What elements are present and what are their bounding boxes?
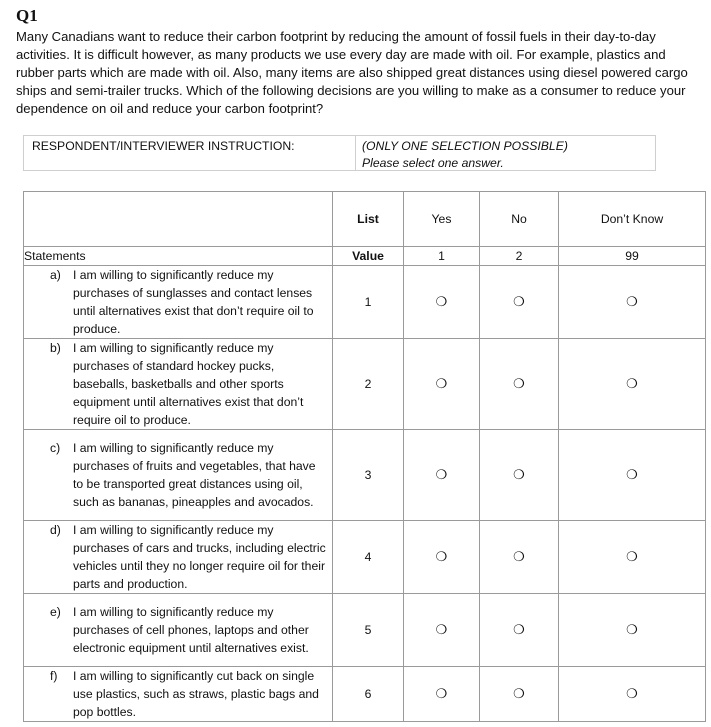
statement-cell: [24, 339, 333, 430]
statement-letter: c): [50, 441, 61, 455]
yes-value: 1: [404, 247, 480, 266]
radio-dont-know[interactable]: ❍: [626, 622, 638, 638]
radio-dont-know[interactable]: ❍: [626, 294, 638, 310]
statement-cell: [24, 521, 333, 594]
statement-text: I am willing to significantly reduce my purchases of cell phones, laptops and other electronic equipment until alternatives exist.: [73, 605, 309, 655]
radio-no[interactable]: ❍: [513, 549, 525, 565]
radio-yes[interactable]: ❍: [435, 549, 448, 565]
list-value: 3: [333, 430, 404, 521]
table-row: [24, 266, 706, 339]
value-heading: Value: [333, 247, 404, 266]
statement-cell: [24, 667, 333, 722]
list-value: 2: [333, 339, 404, 430]
header-no: No: [480, 192, 559, 247]
list-value: 4: [333, 521, 404, 594]
radio-dont-know[interactable]: ❍: [626, 376, 638, 392]
radio-no[interactable]: ❍: [513, 622, 525, 638]
statement-text: I am willing to significantly reduce my purchases of standard hockey pucks, baseballs, basketballs and other sports equipment until alternatives exist that don’t require oil to produce.: [73, 341, 304, 427]
header-yes: Yes: [404, 192, 480, 247]
statement-text: I am willing to significantly reduce my purchases of cars and trucks, including electric vehicles until they no longer require oil for their parts and production.: [73, 523, 326, 591]
header-dont-know: Don’t Know: [559, 192, 706, 247]
statement-text: I am willing to significantly reduce my purchases of sunglasses and contact lenses until alternatives exist that don’t require oil to produce.: [73, 268, 314, 336]
statement-cell: [24, 430, 333, 521]
table-row: [24, 667, 706, 722]
radio-no[interactable]: ❍: [513, 376, 525, 392]
radio-yes[interactable]: ❍: [435, 294, 448, 310]
radio-no[interactable]: ❍: [513, 294, 525, 310]
radio-yes[interactable]: ❍: [435, 686, 448, 702]
statement-letter: e): [50, 605, 61, 619]
statement-cell: [24, 594, 333, 667]
radio-dont-know[interactable]: ❍: [626, 467, 638, 483]
instruction-label: RESPONDENT/INTERVIEWER INSTRUCTION:: [32, 139, 295, 153]
no-value: 2: [480, 247, 559, 266]
subheader-row: [24, 247, 706, 266]
instruction-line-2: Please select one answer.: [362, 156, 504, 170]
header-blank: [24, 192, 333, 247]
statement-cell: [24, 266, 333, 339]
radio-yes[interactable]: ❍: [435, 467, 448, 483]
statement-letter: f): [50, 669, 58, 683]
table-row: [24, 339, 706, 430]
instruction-line-1: (ONLY ONE SELECTION POSSIBLE): [362, 139, 568, 153]
table-row: [24, 594, 706, 667]
question-text: Many Canadians want to reduce their carbon footprint by reducing the amount of fossil fuels in their day-to-day activities. It is difficult however, as many products we use every day are made with oil. For example, plastics and rubber parts which are made with oil. Also, many items are also shipped great distances using diesel powered cargo ships and semi-trailer trucks. Which of the following decisions are you willing to make as a consumer to reduce your dependence on oil and reduce your carbon footprint?: [16, 29, 688, 116]
response-grid: [23, 191, 706, 722]
statement-text: I am willing to significantly cut back on single use plastics, such as straws, plastic bags and pop bottles.: [73, 669, 319, 719]
list-value: 1: [333, 266, 404, 339]
question-number: Q1: [16, 6, 38, 25]
table-row: [24, 430, 706, 521]
radio-yes[interactable]: ❍: [435, 376, 448, 392]
statement-letter: a): [50, 268, 61, 282]
radio-dont-know[interactable]: ❍: [626, 686, 638, 702]
radio-no[interactable]: ❍: [513, 467, 525, 483]
instruction-box: [23, 135, 656, 171]
table-row: [24, 521, 706, 594]
header-list: List: [333, 192, 404, 247]
statement-letter: d): [50, 523, 61, 537]
header-row: [24, 192, 706, 247]
list-value: 5: [333, 594, 404, 667]
instruction-note: [362, 138, 568, 172]
statement-letter: b): [50, 341, 61, 355]
statements-heading: Statements: [24, 247, 333, 266]
radio-no[interactable]: ❍: [513, 686, 525, 702]
radio-yes[interactable]: ❍: [435, 622, 448, 638]
dont-know-value: 99: [559, 247, 706, 266]
instruction-divider: [355, 136, 356, 170]
list-value: 6: [333, 667, 404, 722]
radio-dont-know[interactable]: ❍: [626, 549, 638, 565]
statement-text: I am willing to significantly reduce my purchases of fruits and vegetables, that have to be transported great distances using oil, such as bananas, pineapples and avocados.: [73, 441, 316, 509]
